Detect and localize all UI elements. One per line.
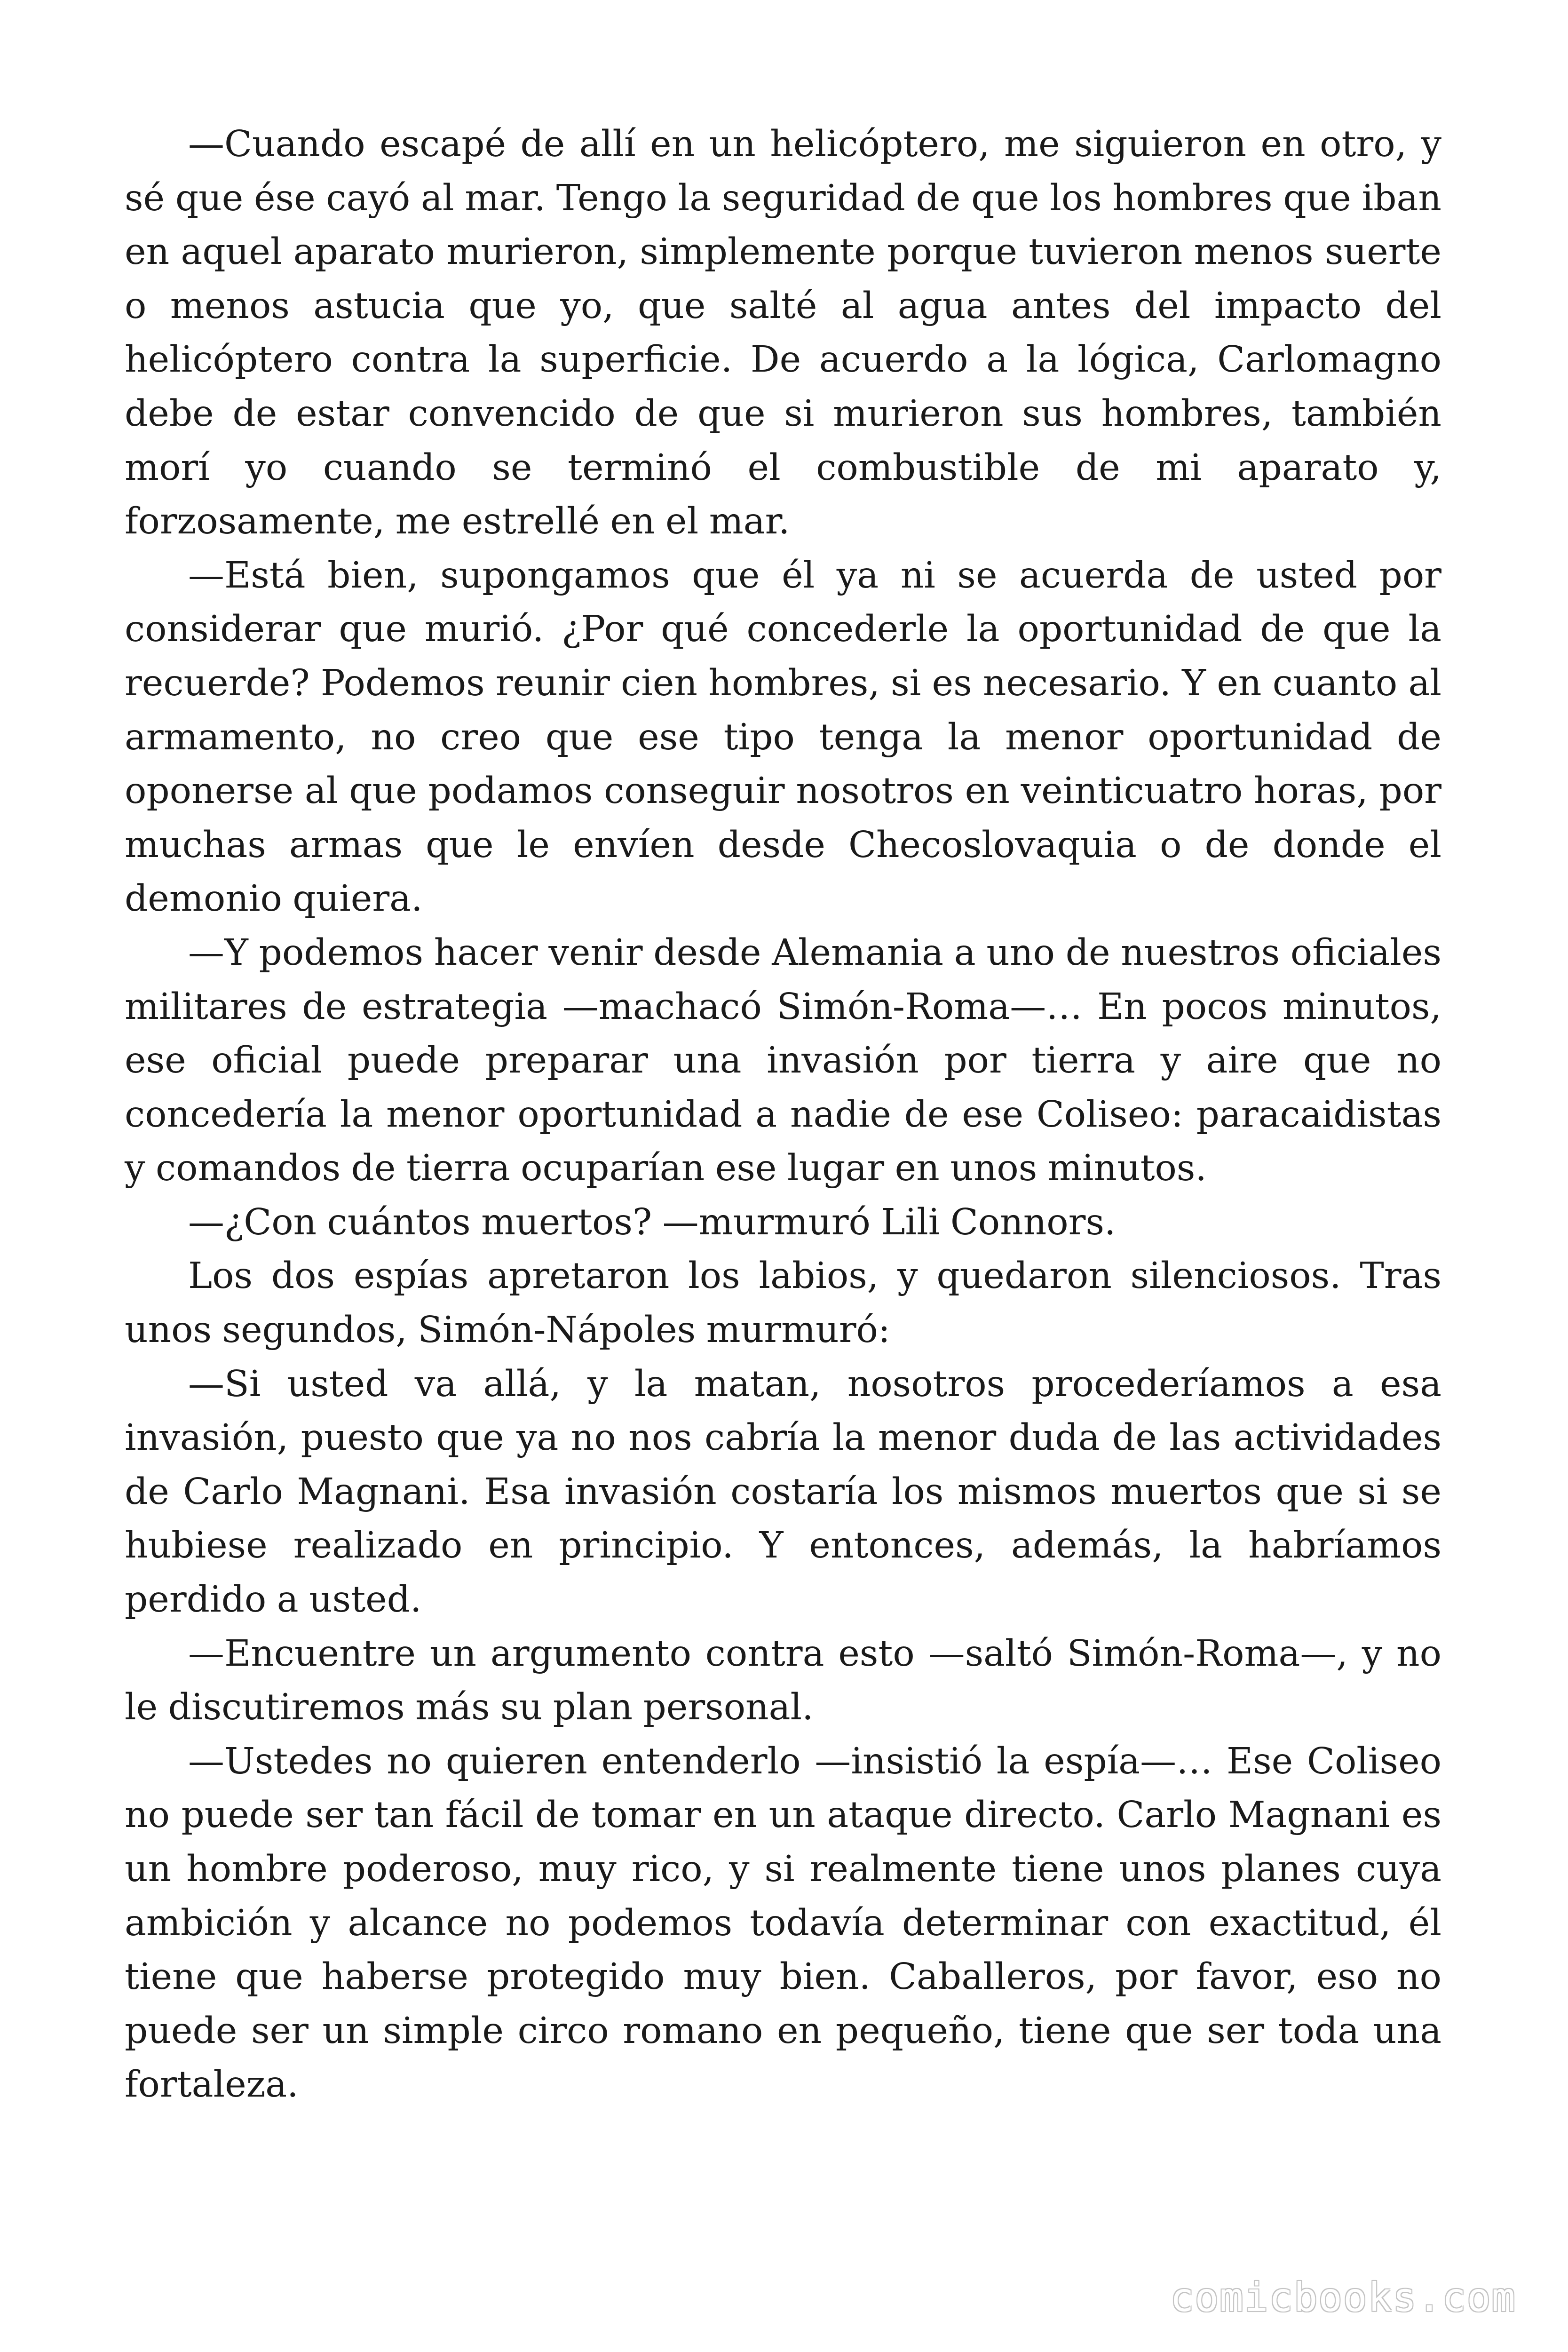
paragraph-1: —Cuando escapé de allí en un helicóptero, me siguieron en otro, y sé que ése cayó al mar. Tengo la seguridad de que los hombres que iban en aquel aparato murieron, simplemente porque tuvieron menos suerte o menos astucia que yo, que salté al agua antes del impacto del helicóptero contra la superficie. De acuerdo a la lógica, Carlomagno debe de estar convencido de que si murieron sus hombres, también morí yo cuando se terminó el combustible de mi aparato y, forzosamente, me estrellé en el mar. bbox=[125, 123, 1441, 543]
paragraph-6: —Si usted va allá, y la matan, nosotros procederíamos a esa invasión, puesto que ya no nos cabría la menor duda de las actividades de Carlo Magnani. Esa invasión costaría los mismos muertos que si se hubiese realizado en principio. Y entonces, además, la habríamos perdido a usted. bbox=[125, 1363, 1441, 1621]
book-page bbox=[125, 0, 1441, 2352]
text-body bbox=[125, 118, 1441, 2112]
paragraph-8: —Ustedes no quieren entenderlo —insistió la espía—… Ese Coliseo no puede ser tan fácil de tomar en un ataque directo. Carlo Magnani es un hombre poderoso, muy rico, y si realmente tiene unos planes cuya ambición y alcance no podemos todavía determinar con exactitud, él tiene que haberse protegido muy bien. Caballeros, por favor, eso no puede ser un simple circo romano en pequeño, tiene que ser toda una fortaleza. bbox=[125, 1740, 1441, 2106]
paragraph-3: —Y podemos hacer venir desde Alemania a uno de nuestros oficiales militares de estrategia —machacó Simón-Roma—… En pocos minutos, ese oficial puede preparar una invasión por tierra y aire que no concedería la menor oportunidad a nadie de ese Coliseo: paracaidistas y comandos de tierra ocuparían ese lugar en unos minutos. bbox=[125, 931, 1441, 1190]
paragraph-4: —¿Con cuántos muertos? —murmuró Lili Connors. bbox=[188, 1201, 1116, 1243]
paragraph-5: Los dos espías apretaron los labios, y quedaron silenciosos. Tras unos segundos, Simón-Nápoles murmuró: bbox=[125, 1255, 1441, 1351]
paragraph-7: —Encuentre un argumento contra esto —saltó Simón-Roma—, y no le discutiremos más su plan personal. bbox=[125, 1632, 1441, 1729]
paragraph-2: —Está bien, supongamos que él ya ni se acuerda de usted por considerar que murió. ¿Por qué concederle la oportunidad de que la recuerde? Podemos reunir cien hombres, si es necesario. Y en cuanto al armamento, no creo que ese tipo tenga la menor oportunidad de oponerse al que podamos conseguir nosotros en veinticuatro horas, por muchas armas que le envíen desde Checoslovaquia o de donde el demonio quiera. bbox=[125, 554, 1441, 920]
watermark: comicbooks.com bbox=[1170, 2274, 1516, 2320]
